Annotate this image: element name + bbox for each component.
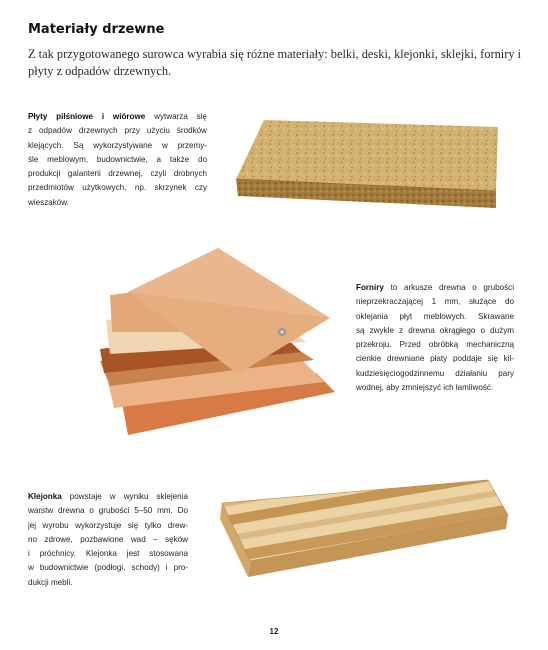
veneer-line-3: oklejania płyt meblowych. Skrawane [356, 311, 514, 321]
particleboard-line-7: wieszaków. [28, 197, 69, 207]
glulam-line-7: dukcji mebli. [28, 577, 73, 587]
veneer-paragraph [356, 281, 514, 395]
veneer-sheets-image [98, 246, 338, 436]
section-heading: Materiały drzewne [28, 22, 165, 37]
particleboard-line-1: Płyty pilśniowe i wiórowe wytwarza się [28, 112, 207, 121]
veneer-line-2: nieprzekraczającej 1 mm, służące do [356, 297, 514, 307]
particleboard-line-5: produkcji galanterii drzewnej, czyli drobnych [28, 169, 207, 179]
particleboard-paragraph [28, 110, 207, 210]
particleboard-line-6: przedmiotów użytkowych, np. skrzynek czy [28, 183, 207, 193]
particleboard-term: Płyty pilśniowe i wiórowe [28, 112, 146, 121]
glulam-term: Klejonka [28, 492, 62, 501]
page-number: 12 [269, 627, 279, 636]
particleboard-line-3: klejących. Są wykorzystywane w przemy- [28, 140, 207, 150]
glulam-line-6: w budownictwie (podłogi, schody) i pro- [28, 563, 188, 573]
glulam-line-4: no zdrowe, pozbawione wad – sęków [28, 534, 188, 544]
glulam-line-2: warstw drewna o grubości 5–50 mm. Do [28, 506, 188, 516]
particleboard-image [232, 115, 502, 213]
veneer-line-6: cienkie drewniane płaty poddaje się kil- [356, 354, 514, 364]
veneer-line-1: Forniry to arkusze drewna o grubości [356, 283, 514, 292]
intro-paragraph: Z tak przygotowanego surowca wyrabia się różne materiały: belki, deski, klejonki, sklejki, forniry i płyty z odpadów drzewnych. [28, 47, 522, 78]
particleboard-line-2: z odpadów drzewnych przy użyciu środków [28, 126, 207, 136]
glulam-line-5: i próchnicy. Klejonka jest stosowana [28, 549, 188, 559]
veneer-line-8: wodnej, aby zmniejszyć ich łamliwość. [356, 383, 494, 393]
veneer-line-5: przekroju. Przed obróbką mechaniczną [356, 340, 514, 350]
glulam-paragraph [28, 490, 188, 590]
particleboard-line-4: śle meblowym, budownictwie, a także do [28, 154, 207, 164]
glulam-board-image [218, 476, 510, 582]
veneer-term: Forniry [356, 283, 384, 292]
veneer-line-4: są zwykle z drewna okrągłego o dużym [356, 325, 514, 335]
glulam-line-3: jej wyrobu wykorzystuje się tylko drew- [28, 520, 188, 530]
glulam-line-1: Klejonka powstaje w wyniku sklejenia [28, 492, 188, 501]
veneer-line-7: kudziesięciogodzinnemu działaniu pary [356, 368, 514, 378]
